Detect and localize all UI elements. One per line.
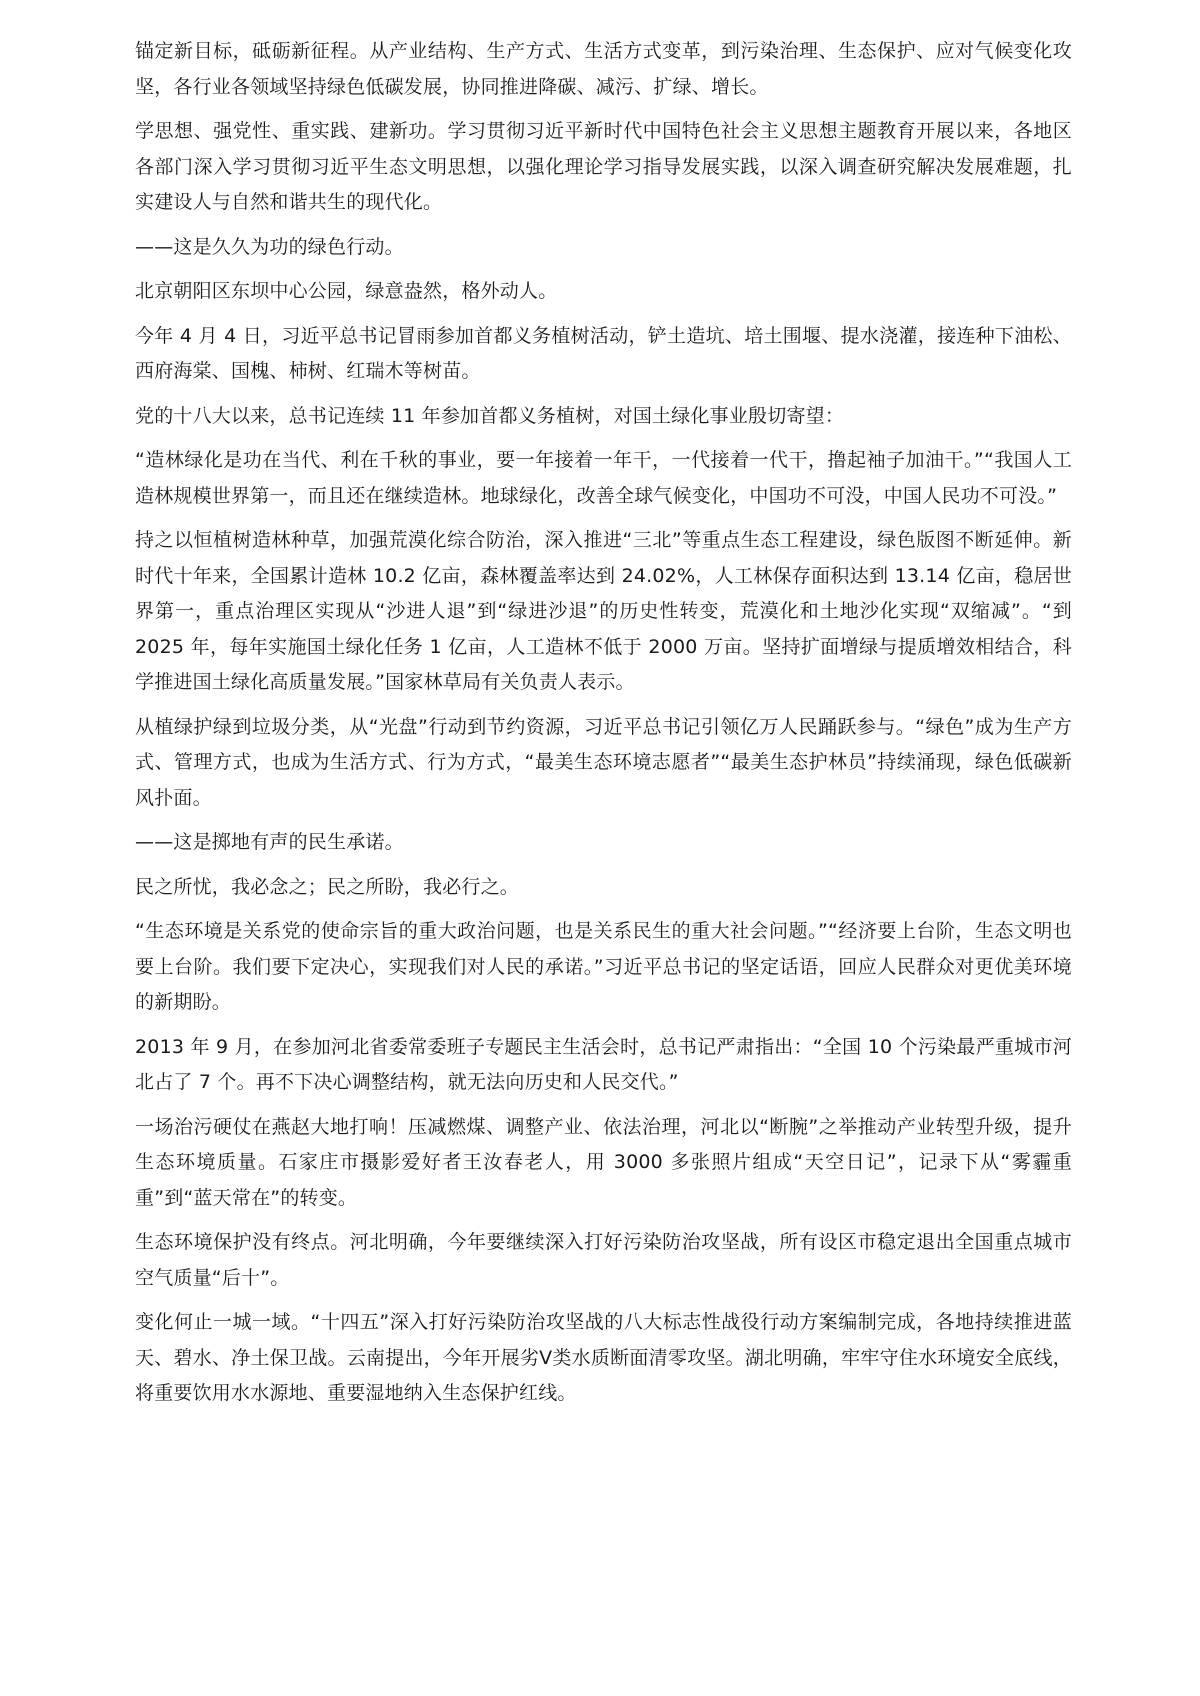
paragraph-11: 民之所忧，我必念之；民之所盼，我必行之。 (135, 875, 520, 898)
paragraph-9: 从植绿护绿到垃圾分类，从“光盘”行动到节约资源，习近平总书记引领亿万人民踊跃参与。“绿色”成为生产方式、管理方式，也成为生活方式、行为方式，“最美生态环境志愿者”“最美生态护林员”持续涌现，绿色低碳新风扑面。 (135, 715, 1072, 809)
paragraph-12: “生态环境是关系党的使命宗旨的重大政治问题，也是关系民生的重大社会问题。”“经济要上台阶，生态文明也要上台阶。我们要下定决心，实现我们对人民的承诺。”习近平总书记的坚定话语，回应人民群众对更优美环境的新期盼。 (135, 920, 1072, 1013)
paragraph-16: 变化何止一城一域。“十四五”深入打好污染防治攻坚战的八大标志性战役行动方案编制完成，各地持续推进蓝天、碧水、净土保卫战。云南提出，今年开展劣Ⅴ类水质断面清零攻坚。湖北明确，牢牢守住水环境安全底线，将重要饮用水水源地、重要湿地纳入生态保护红线。 (135, 1311, 1072, 1404)
paragraph-14: 一场治污硬仗在燕赵大地打响！压减燃煤、调整产业、依法治理，河北以“断腕”之举推动产业转型升级，提升生态环境质量。石家庄市摄影爱好者王汝春老人，用 3000 多张照片组成“天空日记”，记录下从“雾霾重重”到“蓝天常在”的转变。 (135, 1115, 1072, 1209)
paragraph-15: 生态环境保护没有终点。河北明确，今年要继续深入打好污染防治攻坚战，所有设区市稳定退出全国重点城市空气质量“后十”。 (135, 1231, 1072, 1289)
paragraph-10: ——这是掷地有声的民生承诺。 (135, 831, 404, 853)
paragraph-5: 今年 4 月 4 日，习近平总书记冒雨参加首都义务植树活动，铲土造坑、培土围堰、提水浇灌，接连种下油松、西府海棠、国槐、柿树、红瑞木等树苗。 (135, 324, 1072, 382)
paragraph-6: 党的十八大以来，总书记连续 11 年参加首都义务植树，对国土绿化事业殷切寄望： (135, 404, 845, 427)
paragraph-13: 2013 年 9 月，在参加河北省委常委班子专题民主生活会时，总书记严肃指出：“全国 10 个污染最严重城市河北占了 7 个。再不下决心调整结构，就无法向历史和人民交代。” (135, 1035, 1072, 1093)
paragraph-1: 锚定新目标，砥砺新征程。从产业结构、生产方式、生活方式变革，到污染治理、生态保护、应对气候变化攻坚，各行业各领域坚持绿色低碳发展，协同推进降碳、减污、扩绿、增长。 (135, 40, 1072, 98)
paragraph-2: 学思想、强党性、重实践、建新功。学习贯彻习近平新时代中国特色社会主义思想主题教育开展以来，各地区各部门深入学习贯彻习近平生态文明思想，以强化理论学习指导发展实践，以深入调查研究解决发展难题，扎实建设人与自然和谐共生的现代化。 (135, 120, 1072, 213)
paragraph-7: “造林绿化是功在当代、利在千秋的事业，要一年接着一年干，一代接着一代干，撸起袖子加油干。”“我国人工造林规模世界第一，而且还在继续造林。地球绿化，改善全球气候变化，中国功不可没，中国人民功不可没。” (135, 449, 1072, 507)
paragraph-4: 北京朝阳区东坝中心公园，绿意盎然，格外动人。 (135, 280, 558, 302)
paragraph-3: ——这是久久为功的绿色行动。 (135, 235, 404, 258)
paragraph-8: 持之以恒植树造林种草，加强荒漠化综合防治，深入推进“三北”等重点生态工程建设，绿色版图不断延伸。新时代十年来，全国累计造林 10.2 亿亩，森林覆盖率达到 24.02%，人工林保存面积达到 13.14 亿亩，稳居世界第一，重点治理区实现从“沙进人退”到“绿进沙退”的历史性转变，荒漠化和土地沙化实现“双缩减”。“到 2025 年，每年实施国土绿化任务 1 亿亩，人工造林不低于 2000 万亩。坚持扩面增绿与提质增效相结合，科学推进国土绿化高质量发展。”国家林草局有关负责人表示。 (135, 529, 1072, 693)
